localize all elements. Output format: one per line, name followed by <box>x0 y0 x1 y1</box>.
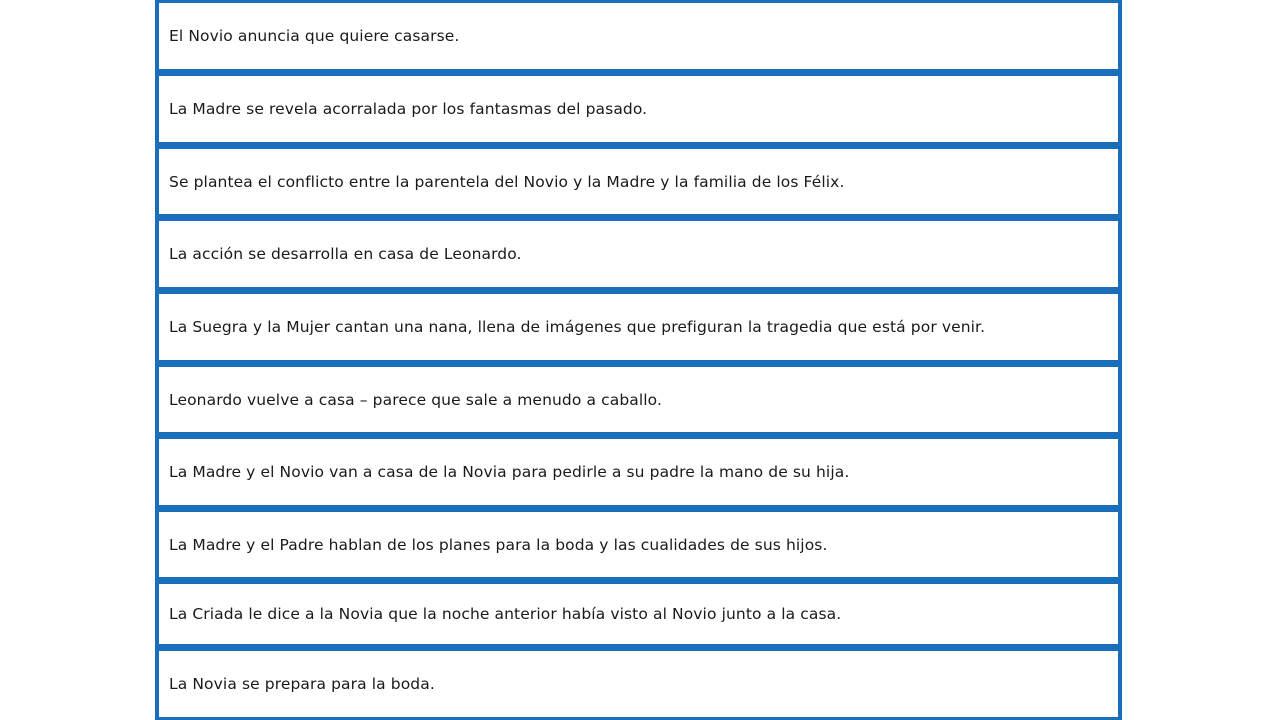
event-card-text: La Madre y el Padre hablan de los planes para la boda y las cualidades de sus hijos. <box>169 535 828 554</box>
event-card-7[interactable] <box>159 439 1118 505</box>
event-card-text: La Suegra y la Mujer cantan una nana, llena de imágenes que prefiguran la tragedia que está por venir. <box>169 318 986 336</box>
event-card-1[interactable] <box>159 3 1118 69</box>
event-card-text: El Novio anuncia que quiere casarse. <box>169 27 460 45</box>
event-card-text: Leonardo vuelve a casa – parece que sale a menudo a caballo. <box>169 390 663 409</box>
event-card-10[interactable] <box>159 651 1118 717</box>
event-card-9[interactable] <box>159 584 1118 644</box>
event-card-text: La acción se desarrolla en casa de Leonardo. <box>169 245 522 263</box>
event-card-6[interactable] <box>159 367 1118 432</box>
event-card-text: La Madre se revela acorralada por los fantasmas del pasado. <box>169 100 648 118</box>
event-card-text: La Criada le dice a la Novia que la noche anterior había visto al Novio junto a la casa. <box>169 605 842 623</box>
event-card-2[interactable] <box>159 76 1118 142</box>
event-card-text: La Novia se prepara para la boda. <box>169 675 435 693</box>
event-card-3[interactable] <box>159 149 1118 214</box>
card-stack <box>155 0 1122 720</box>
event-card-5[interactable] <box>159 294 1118 360</box>
event-card-text: Se plantea el conflicto entre la parentela del Novio y la Madre y la familia de los Félix. <box>169 172 845 191</box>
event-card-4[interactable] <box>159 221 1118 287</box>
event-card-8[interactable] <box>159 512 1118 577</box>
event-card-text: La Madre y el Novio van a casa de la Novia para pedirle a su padre la mano de su hija. <box>169 463 850 481</box>
